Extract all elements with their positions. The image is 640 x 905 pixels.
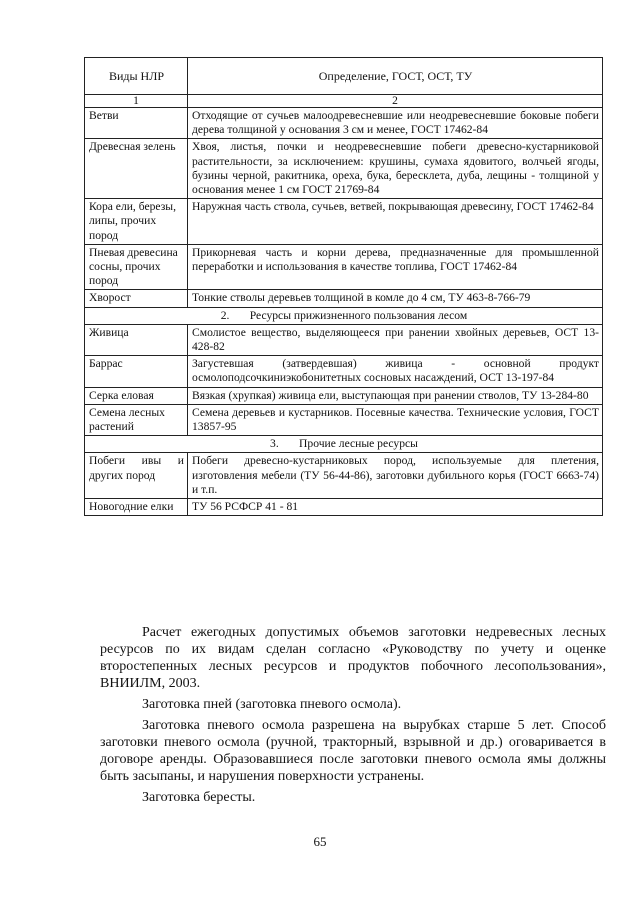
row-definition: Побеги древесно-кустарниковых пород, используемые для плетения, изготовления мебели (ТУ 56-44-86), заготовки дубильного корья (ГОСТ 6663-74) и т.п. (188, 453, 603, 499)
table-row (85, 199, 603, 245)
table-row (85, 404, 603, 435)
paragraph: Заготовка пневого осмола разрешена на вырубках старше 5 лет. Способ заготовки пневого осмола (ручной, тракторный, взрывной и др.) оговаривается в договоре аренды. Образовавшиеся после заготовки пневого осмола ямы должны быть засыпаны, и нарушения поверхности устранены. (100, 718, 606, 784)
row-type: Семена лесных растений (85, 404, 188, 435)
section-row (85, 307, 603, 324)
row-type: Древесная зелень (85, 139, 188, 199)
body-text (100, 624, 606, 810)
row-type: Кора ели, березы, липы, прочих пород (85, 199, 188, 245)
section-2-title: 2. Ресурсы прижизненного пользования лесом (85, 307, 603, 324)
row-type: Живица (85, 324, 188, 355)
paragraph: Заготовка пней (заготовка пневого осмола). (142, 697, 402, 712)
column-number-row (85, 95, 603, 108)
section-3-title: 3. Прочие лесные ресурсы (85, 436, 603, 453)
section-row (85, 436, 603, 453)
paragraph: Заготовка бересты. (142, 790, 256, 805)
table-header-row (85, 58, 603, 95)
row-type: Новогодние елки (85, 499, 188, 516)
row-definition: Тонкие стволы деревьев толщиной в комле до 4 см, ТУ 463-8-766-79 (188, 290, 603, 307)
row-type: Побеги ивы и других пород (85, 453, 188, 499)
row-type: Пневая древесина сосны, прочих пород (85, 244, 188, 290)
column-number-1: 1 (85, 95, 188, 108)
page-number: 65 (313, 834, 327, 849)
row-definition: Отходящие от сучьев малоодревесневшие или неодревесневшие боковые побеги дерева толщиной у основания 3 см и менее, ГОСТ 17462-84 (188, 108, 603, 139)
table-row (85, 387, 603, 404)
row-definition: Хвоя, листья, почки и неодревесневшие побеги древесно-кустарниковой растительности, за исключением: крушины, сумаха ядовитого, волчьей ягоды, бузины черной, ракитника, ореха, бука, бересклета, дуба, лещины - толщиной у основания менее 1 см ГОСТ 21769-84 (188, 139, 603, 199)
table-row (85, 139, 603, 199)
nlr-table (84, 57, 603, 516)
table-row (85, 324, 603, 355)
table-row (85, 108, 603, 139)
table-row (85, 499, 603, 516)
row-definition: Наружная часть ствола, сучьев, ветвей, покрывающая древесину, ГОСТ 17462-84 (188, 199, 603, 245)
row-definition: Прикорневая часть и корни дерева, предназначенные для промышленной переработки и использования в качестве топлива, ГОСТ 17462-84 (188, 244, 603, 290)
row-definition: Семена деревьев и кустарников. Посевные качества. Технические условия, ГОСТ 13857-95 (188, 404, 603, 435)
row-type: Серка еловая (85, 387, 188, 404)
column-number-2: 2 (188, 95, 603, 108)
header-definition: Определение, ГОСТ, ОСТ, ТУ (188, 58, 603, 95)
table-row (85, 356, 603, 387)
table-row (85, 453, 603, 499)
table-row (85, 290, 603, 307)
paragraph: Расчет ежегодных допустимых объемов заготовки недревесных лесных ресурсов по их видам сделан согласно «Руководству по учету и оценке второстепенных лесных ресурсов и продуктов побочного лесопользования», ВНИИЛМ, 2003. (100, 625, 606, 691)
row-definition: Загустевшая (затвердевшая) живица - основной продукт осмолоподсочкиниэкобонитетных сосновых насаждений, ОСТ 13-197-84 (188, 356, 603, 387)
row-definition: ТУ 56 РСФСР 41 - 81 (188, 499, 603, 516)
row-definition: Вязкая (хрупкая) живица ели, выступающая при ранении стволов, ТУ 13-284-80 (188, 387, 603, 404)
table-row (85, 244, 603, 290)
row-type: Баррас (85, 356, 188, 387)
row-type: Ветви (85, 108, 188, 139)
header-types: Виды НЛР (85, 58, 188, 95)
row-definition: Смолистое вещество, выделяющееся при ранении хвойных деревьев, ОСТ 13-428-82 (188, 324, 603, 355)
row-type: Хворост (85, 290, 188, 307)
